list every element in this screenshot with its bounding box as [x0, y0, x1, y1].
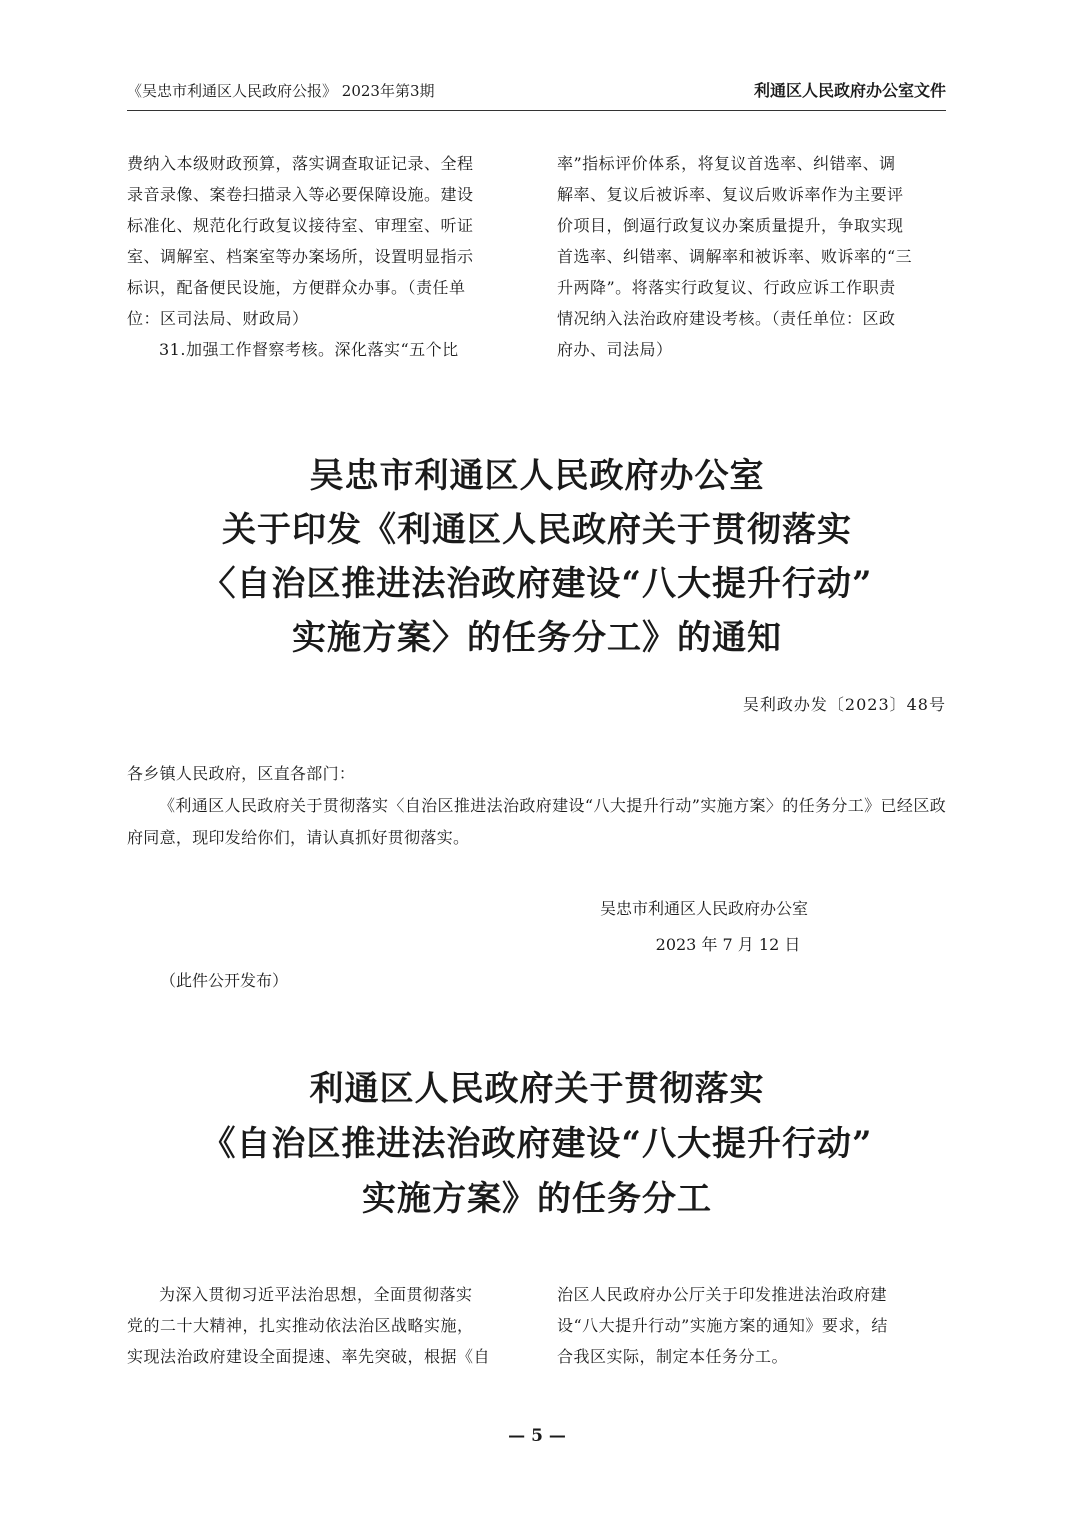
signer-organization: 吴忠市利通区人民政府办公室 [600, 899, 809, 918]
publish-note: （此件公开发布） [160, 971, 289, 990]
notice-paragraph: 《利通区人民政府关于贯彻落实〈自治区推进法治政府建设“八大提升行动”实施方案〉的任务分工》已经区政府同意，现印发给你们，请认真抓好贯彻落实。 [127, 796, 946, 847]
text-line: 升两降”。将落实行政复议、行政应诉工作职责 [557, 278, 896, 297]
text-line: 治区人民政府办公厅关于印发推进法治政府建 [557, 1285, 888, 1304]
text-line: 首选率、纠错率、调解率和被诉率、败诉率的“三 [557, 247, 913, 266]
text-line: 合我区实际，制定本任务分工。 [557, 1347, 789, 1366]
text-line: 府办、司法局） [557, 340, 673, 359]
publication-title: 《吴忠市利通区人民政府公报》 2023年第3期 [127, 82, 435, 100]
salutation: 各乡镇人民政府，区直各部门： [127, 764, 356, 783]
text-line: 解率、复议后被诉率、复议后败诉率作为主要评 [557, 185, 904, 204]
page-header [127, 76, 946, 106]
title-line: 关于印发《利通区人民政府关于贯彻落实 [222, 510, 852, 550]
text-line: 标准化、规范化行政复议接待室、审理室、听证 [127, 216, 474, 235]
text-line: 率”指标评价体系，将复议首选率、纠错率、调 [557, 154, 896, 173]
title-line: 利通区人民政府关于贯彻落实 [309, 1069, 765, 1109]
text-line: 情况纳入法治政府建设考核。（责任单位：区政 [557, 309, 896, 328]
title-line: 《自治区推进法治政府建设“八大提升行动” [201, 1124, 873, 1164]
text-line: 位：区司法局、财政局） [127, 309, 309, 328]
text-line: 室、调解室、档案室等办案场所，设置明显指示 [127, 247, 474, 266]
text-line: 党的二十大精神，扎实推动依法治区战略实施， [127, 1316, 474, 1335]
text-line: 设“八大提升行动”实施方案的通知》要求，结 [557, 1316, 888, 1335]
text-line: 费纳入本级财政预算，落实调查取证记录、全程 [127, 154, 474, 173]
header-divider [127, 110, 946, 111]
issue-date: 2023 年 7 月 12 日 [655, 935, 801, 954]
notice-title [100, 449, 974, 665]
task-division-title [100, 1062, 974, 1227]
text-line: 为深入贯彻习近平法治思想，全面贯彻落实 [159, 1285, 473, 1304]
text-line: 标识，配备便民设施，方便群众办事。（责任单 [127, 278, 466, 297]
page-number: — 5 — [508, 1426, 566, 1446]
document-number: 吴利政办发〔2023〕48号 [742, 695, 946, 714]
text-line: 价项目，倒逼行政复议办案质量提升，争取实现 [557, 216, 904, 235]
item-31-heading: 31.加强工作督察考核。深化落实“五个比 [159, 340, 459, 359]
title-line: 实施方案〉的任务分工》的通知 [292, 618, 782, 658]
top-left-column [127, 148, 519, 365]
bottom-left-column [127, 1279, 519, 1372]
bottom-right-column [557, 1279, 947, 1372]
top-right-column [557, 148, 947, 365]
title-line: 吴忠市利通区人民政府办公室 [309, 456, 765, 496]
text-line: 实现法治政府建设全面提速、率先突破，根据《自 [127, 1347, 491, 1366]
title-line: 实施方案》的任务分工 [362, 1179, 712, 1219]
section-title: 利通区人民政府办公室文件 [753, 81, 946, 100]
title-line: 〈自治区推进法治政府建设“八大提升行动” [201, 564, 873, 604]
text-line: 录音录像、案卷扫描录入等必要保障设施。建设 [127, 185, 474, 204]
